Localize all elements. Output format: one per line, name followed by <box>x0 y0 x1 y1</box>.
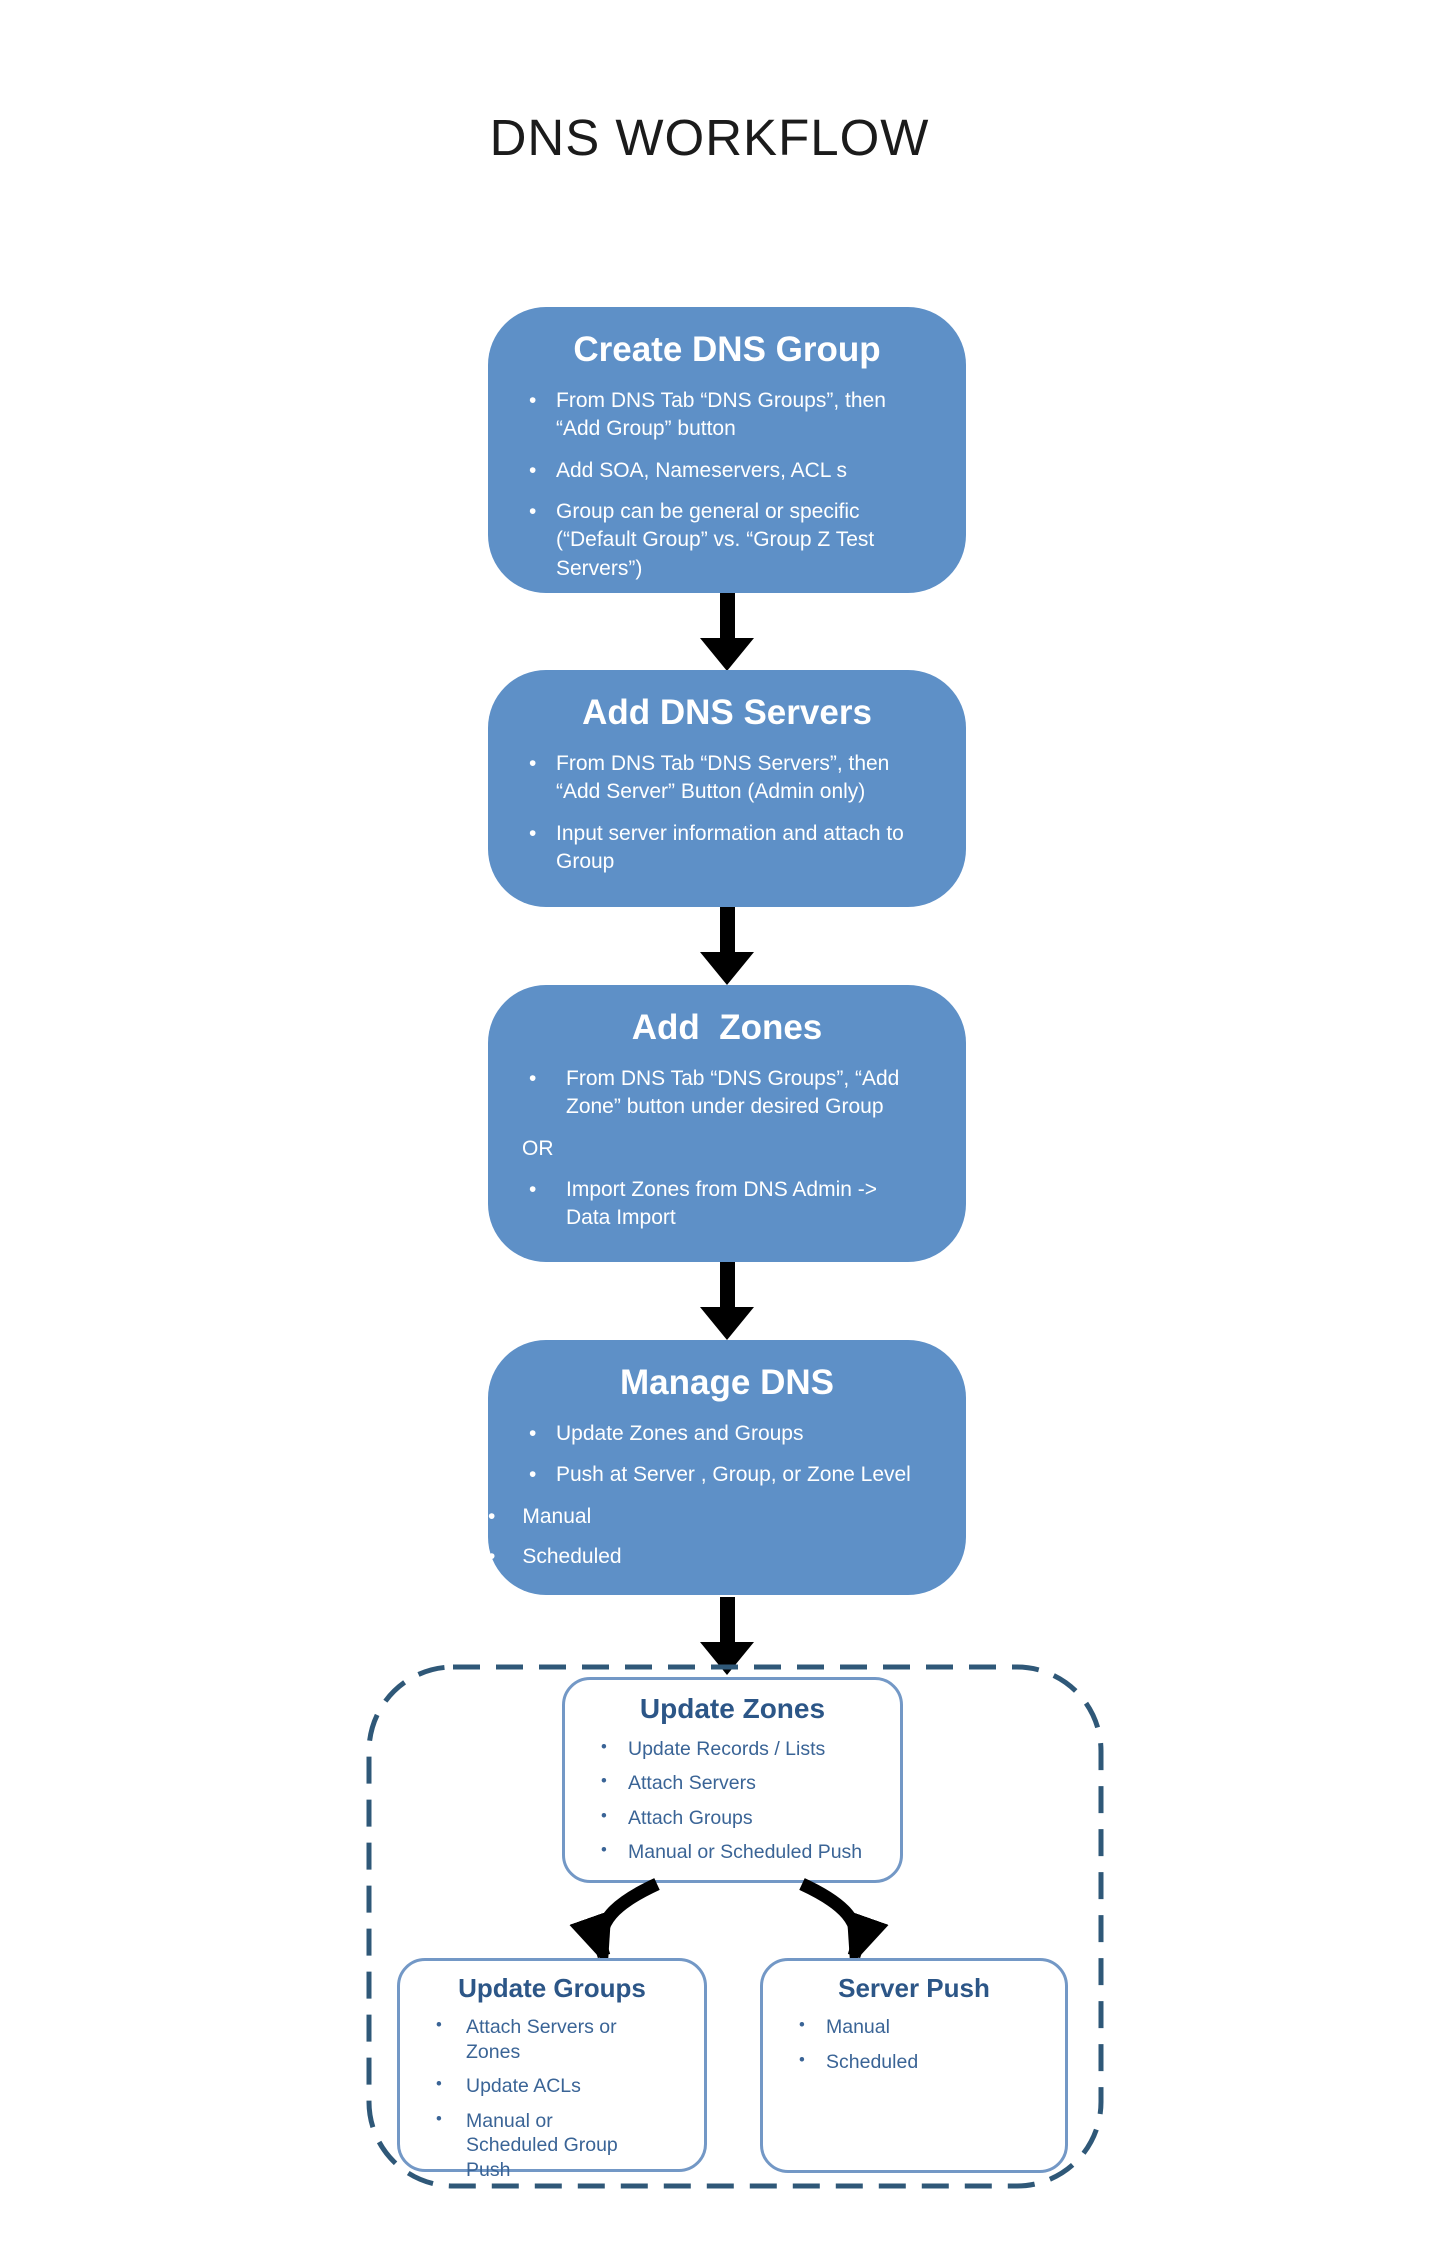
detail-box-update-zones <box>562 1677 903 1883</box>
arrow-shaft <box>720 907 735 952</box>
bullet-item: • Add SOA, Nameservers, ACL s <box>522 457 916 485</box>
arrow-down-icon <box>700 1262 754 1340</box>
detail-box-server-push <box>760 1958 1068 2173</box>
bullet-item: • Manual <box>793 2015 1051 2040</box>
flow-box-add-zones <box>488 985 966 1262</box>
bullet-item: • Input server information and attach to Group <box>522 820 916 877</box>
arrow-shaft <box>720 593 735 638</box>
detail-box-title: Server Push <box>838 1973 990 2003</box>
bullet-item: • From DNS Tab “DNS Groups”, then “Add Group” button <box>522 387 916 444</box>
bullet-item: • Update Zones and Groups <box>522 1420 946 1448</box>
sub-bullet-item: • Manual <box>488 1503 966 1531</box>
flow-box-title: Add Zones <box>631 1008 823 1047</box>
bullet-item: • From DNS Tab “DNS Servers”, then “Add Server” Button (Admin only) <box>522 750 916 807</box>
bullet-item: • Attach Groups <box>595 1806 886 1831</box>
or-separator-label: OR <box>522 1136 554 1160</box>
sub-bullet-list <box>488 1503 966 1572</box>
arrow-down-icon <box>700 593 754 671</box>
arrow-shaft <box>720 1262 735 1307</box>
bullet-item: • Attach Servers or Zones <box>430 2015 650 2064</box>
flow-box-bullet-list <box>488 387 966 583</box>
flow-box-title: Manage DNS <box>620 1363 834 1402</box>
flow-box-add-dns-servers <box>488 670 966 907</box>
detail-box-bullet-list <box>763 2015 1065 2074</box>
flow-box-bullet-list <box>488 1420 966 1490</box>
bullet-item: • From DNS Tab “DNS Groups”, “Add Zone” button under desired Group <box>522 1065 906 1122</box>
detail-box-title: Update Groups <box>458 1973 646 2003</box>
bullet-item: • Update Records / Lists <box>595 1737 886 1762</box>
curved-arrow-left-icon <box>601 1884 657 1956</box>
arrow-shaft <box>720 1597 735 1642</box>
bullet-item: • Update ACLs <box>430 2074 650 2099</box>
detail-box-bullet-list <box>565 1737 900 1865</box>
bullet-item: • Attach Servers <box>595 1771 886 1796</box>
curved-arrow-right-icon <box>802 1884 857 1956</box>
detail-box-title: Update Zones <box>639 1693 826 1724</box>
flow-box-manage-dns <box>488 1340 966 1595</box>
bullet-item: • Group can be general or specific (“Default Group” vs. “Group Z Test Servers”) <box>522 498 916 583</box>
bullet-item: • Push at Server , Group, or Zone Level <box>522 1461 946 1489</box>
detail-box-update-groups <box>397 1958 707 2181</box>
arrow-head <box>700 952 754 985</box>
flow-box-title: Create DNS Group <box>573 330 881 369</box>
flow-box-create-dns-group <box>488 307 966 593</box>
bullet-item: • Scheduled <box>793 2050 1051 2075</box>
bullet-item: • Manual or Scheduled Push <box>595 1840 886 1865</box>
flow-box-title: Add DNS Servers <box>582 693 872 732</box>
arrow-down-icon <box>700 907 754 985</box>
bullet-item: • Import Zones from DNS Admin -> Data Import <box>522 1176 906 1233</box>
detail-box-bullet-list <box>400 2015 704 2182</box>
sub-bullet-item: • Scheduled <box>488 1543 966 1571</box>
bullet-item: • Manual or Scheduled Group Push <box>430 2109 650 2183</box>
arrow-head <box>700 1307 754 1340</box>
flow-box-bullet-list <box>488 1065 966 1233</box>
arrow-head <box>700 638 754 671</box>
page-title: DNS WORKFLOW <box>489 109 930 166</box>
flow-box-bullet-list <box>488 750 966 876</box>
